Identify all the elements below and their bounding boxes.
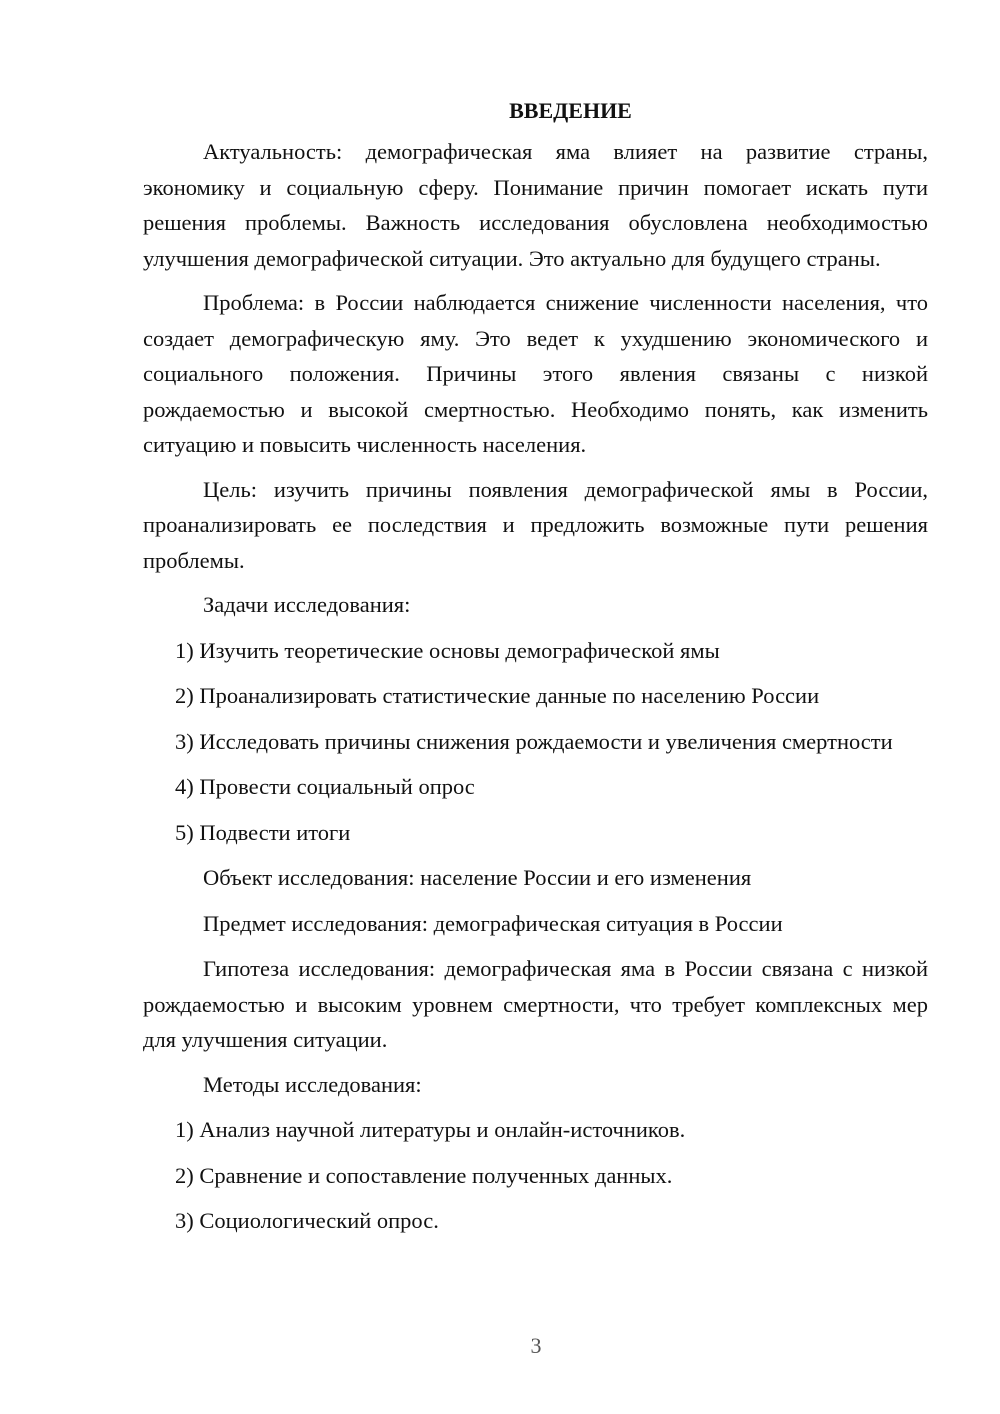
methods-heading: Методы исследования: xyxy=(203,1071,422,1097)
task-item-3: 3) Исследовать причины снижения рождаемости и увеличения смертности xyxy=(175,728,893,754)
page-title: ВВЕДЕНИЕ xyxy=(509,98,632,123)
task-item-5: 5) Подвести итоги xyxy=(175,819,351,845)
goal-paragraph: Цель: изучить причины появления демографической ямы в России, проанализировать ее последствия и предложить возможные пути решения проблемы. xyxy=(143,476,928,573)
tasks-heading: Задачи исследования: xyxy=(203,592,411,617)
method-item-1: 1) Анализ научной литературы и онлайн-источников. xyxy=(175,1117,686,1142)
task-item-1: 1) Изучить теоретические основы демографической ямы xyxy=(175,637,720,663)
subject-paragraph: Предмет исследования: демографическая ситуация в России xyxy=(203,910,783,936)
relevance-paragraph: Актуальность: демографическая яма влияет на развитие страны, экономику и социальную сферу. Понимание причин помогает искать пути решения проблемы. Важность исследования обусловлена необходимостью улучшения демографической ситуации. Это актуально для будущего страны. xyxy=(143,139,928,271)
method-item-3: 3) Социологический опрос. xyxy=(175,1208,439,1233)
page-number: 3 xyxy=(530,1333,542,1358)
method-item-2: 2) Сравнение и сопоставление полученных данных. xyxy=(175,1162,673,1188)
task-item-2: 2) Проанализировать статистические данные по населению России xyxy=(175,683,820,708)
task-item-4: 4) Провести социальный опрос xyxy=(175,774,475,799)
document-page xyxy=(143,96,928,1249)
problem-paragraph: Проблема: в России наблюдается снижение численности населения, что создает демографическую яму. Это ведет к ухудшению экономического и социального положения. Причины этого явления связаны с низкой рождаемостью и высокой смертностью. Необходимо понять, как изменить ситуацию и повысить численность населения. xyxy=(143,290,928,457)
object-paragraph: Объект исследования: население России и его изменения xyxy=(203,865,752,890)
hypothesis-paragraph: Гипотеза исследования: демографическая яма в России связана с низкой рождаемостью и высоким уровнем смертности, что требует комплексных мер для улучшения ситуации. xyxy=(143,956,928,1052)
